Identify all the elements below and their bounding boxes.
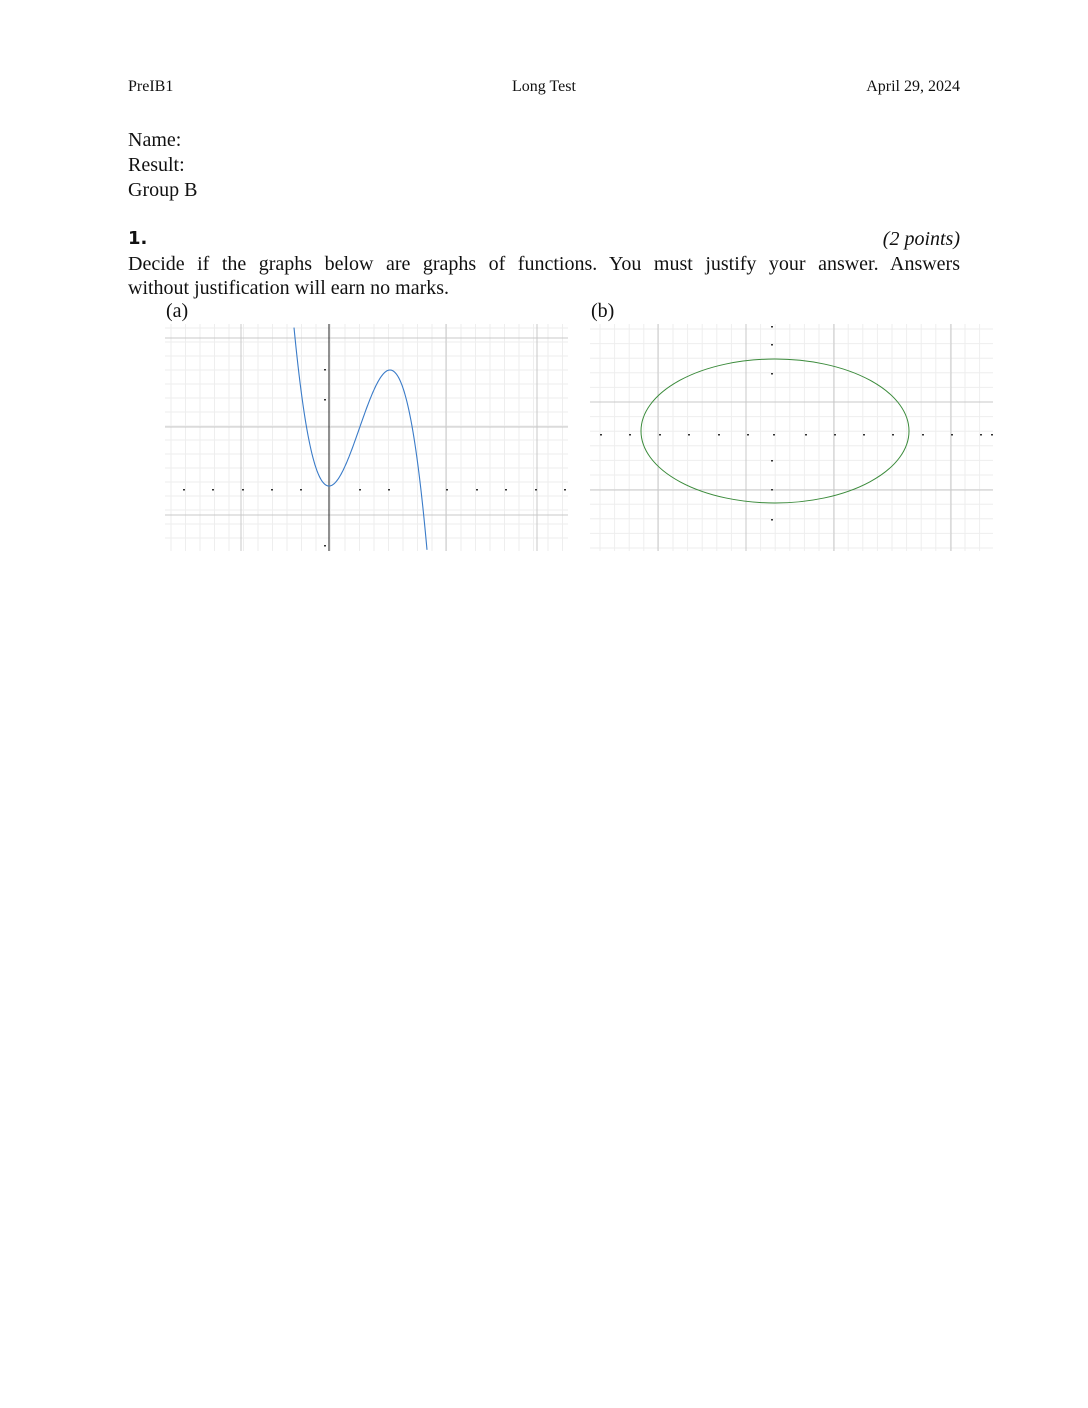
question-text-line-1: Decide if the graphs below are graphs of functions. You must justify your answer. Answers <box>128 253 960 275</box>
graph-a-tick-mark <box>300 489 302 491</box>
graph-a-tick-mark <box>324 545 326 547</box>
graph-a-tick-mark <box>212 489 214 491</box>
graph-a-tick-mark <box>183 489 185 491</box>
graph-b-grid <box>590 324 993 551</box>
graph-b-label: (b) <box>591 300 615 322</box>
graph-b-tick-mark <box>771 326 773 328</box>
graph-a-grid <box>165 324 568 551</box>
student-info <box>128 128 197 203</box>
name-label: Name: <box>128 129 182 151</box>
graph-b-tick-mark <box>629 434 631 436</box>
graph-b-tick-mark <box>991 434 993 436</box>
group-label: Group B <box>128 179 198 201</box>
graph-b-tick-mark <box>771 373 773 375</box>
graph-a-label: (a) <box>166 300 189 322</box>
test-title: Long Test <box>512 78 576 95</box>
graph-b-tick-mark <box>980 434 982 436</box>
graph-b-tick-mark <box>718 434 720 436</box>
graph-b-tick-mark <box>747 434 749 436</box>
graph-a-tick-mark <box>359 489 361 491</box>
graph-b-tick-mark <box>773 434 775 436</box>
question-header <box>128 228 960 252</box>
graph-b-tick-mark <box>771 344 773 346</box>
course-code: PreIB1 <box>128 78 174 95</box>
graph-b-tick-mark <box>892 434 894 436</box>
graph-b-tick-mark <box>922 434 924 436</box>
graph-b-tick-marks <box>600 326 993 521</box>
graph-a-tick-mark <box>242 489 244 491</box>
graph-b-tick-mark <box>600 434 602 436</box>
graph-a-tick-mark <box>324 399 326 401</box>
graph-b <box>590 324 993 551</box>
page-header <box>128 78 960 100</box>
result-label: Result: <box>128 154 185 176</box>
question-points: (2 points) <box>882 228 960 250</box>
graph-a <box>165 324 568 551</box>
graph-a-tick-mark <box>535 489 537 491</box>
graph-b-tick-mark <box>771 489 773 491</box>
graph-b-tick-mark <box>951 434 953 436</box>
graph-b-tick-mark <box>863 434 865 436</box>
graph-b-plot <box>590 324 993 551</box>
graph-b-tick-mark <box>659 434 661 436</box>
question-number: 1. <box>128 228 148 249</box>
graph-b-tick-mark <box>805 434 807 436</box>
question-text <box>128 252 960 300</box>
graph-a-tick-mark <box>476 489 478 491</box>
graph-b-tick-mark <box>771 460 773 462</box>
graph-a-tick-mark <box>271 489 273 491</box>
graph-a-plot <box>165 324 568 551</box>
graph-a-tick-mark <box>324 369 326 371</box>
graph-a-tick-mark <box>446 489 448 491</box>
test-date: April 29, 2024 <box>866 78 960 95</box>
graph-a-cubic-curve <box>294 328 427 550</box>
graph-a-tick-mark <box>388 489 390 491</box>
graph-b-tick-mark <box>834 434 836 436</box>
question-text-line-2: without justification will earn no marks. <box>128 277 450 299</box>
graph-b-tick-mark <box>688 434 690 436</box>
graph-a-tick-mark <box>564 489 566 491</box>
graph-a-tick-mark <box>505 489 507 491</box>
graph-b-tick-mark <box>771 519 773 521</box>
